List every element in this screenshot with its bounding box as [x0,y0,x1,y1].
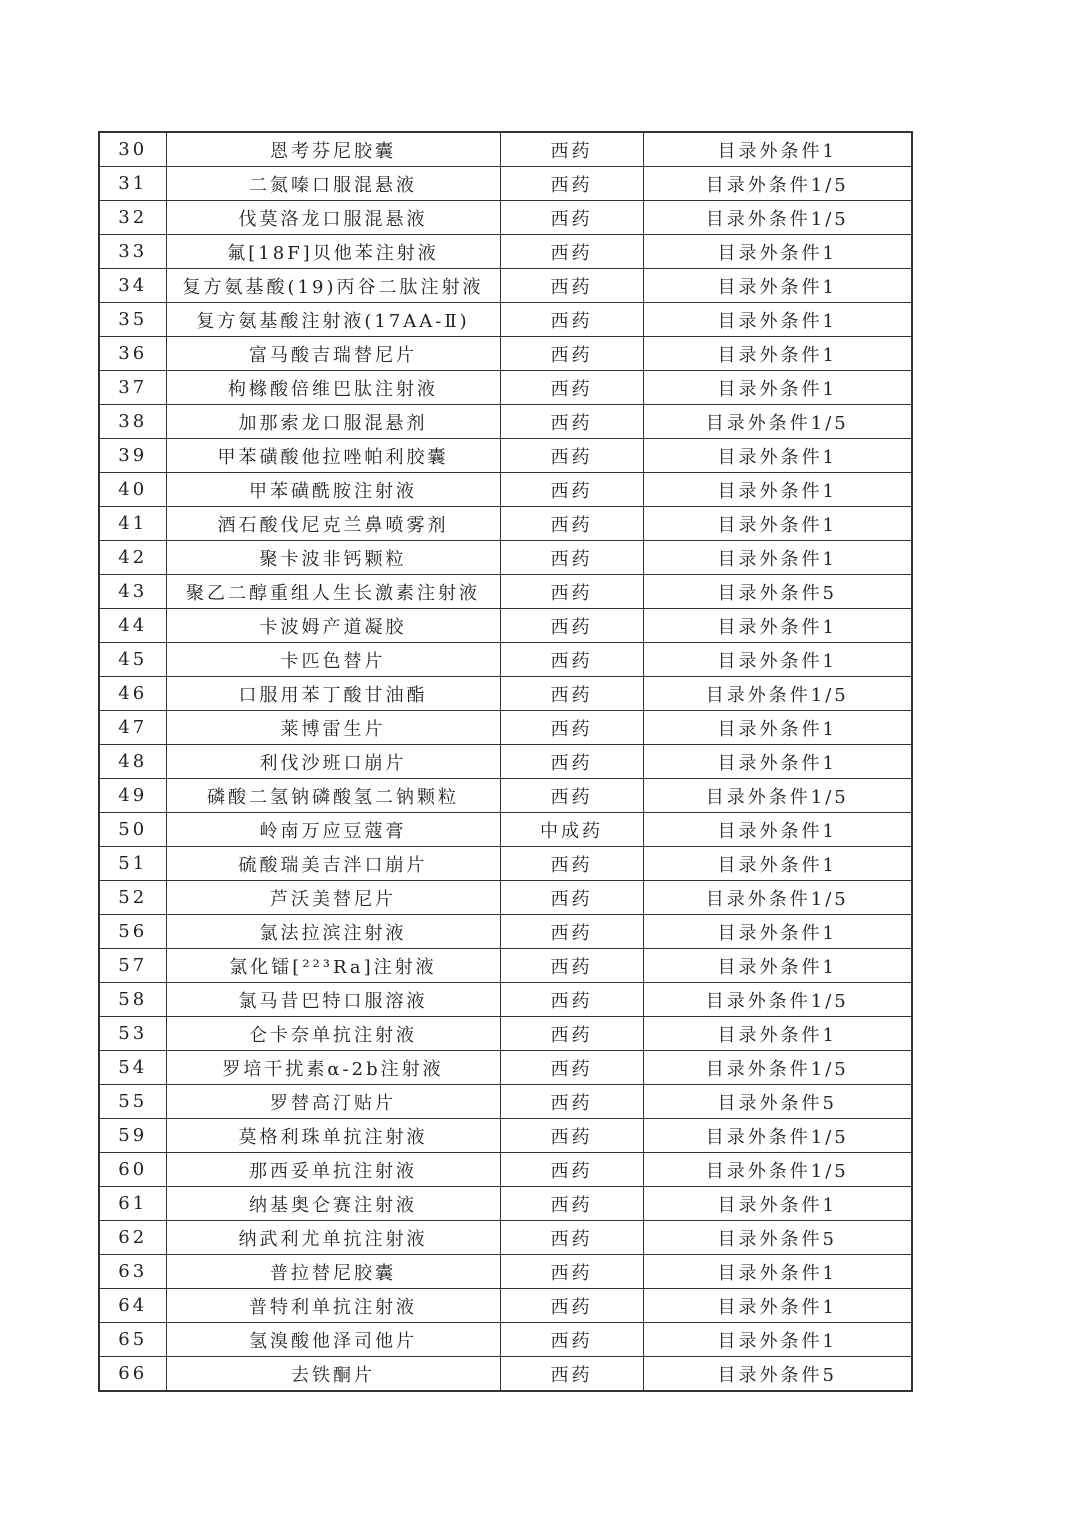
condition-cell: 目录外条件1 [643,1017,912,1051]
drug-type-cell: 西药 [500,1051,643,1085]
drug-name-cell: 枸橼酸倍维巴肽注射液 [166,371,500,405]
row-number-cell: 44 [99,609,166,643]
row-number-cell: 45 [99,643,166,677]
condition-cell: 目录外条件1 [643,1255,912,1289]
row-number-cell: 40 [99,473,166,507]
drug-name-cell: 口服用苯丁酸甘油酯 [166,677,500,711]
drug-type-cell: 西药 [500,1017,643,1051]
drug-type-cell: 西药 [500,575,643,609]
row-number-cell: 41 [99,507,166,541]
drug-name-cell: 卡波姆产道凝胶 [166,609,500,643]
drug-type-cell: 西药 [500,541,643,575]
condition-cell: 目录外条件1/5 [643,201,912,235]
drug-name-cell: 二氮嗪口服混悬液 [166,167,500,201]
table-row [99,541,912,575]
condition-cell: 目录外条件1 [643,915,912,949]
drug-name-cell: 聚卡波非钙颗粒 [166,541,500,575]
drug-name-cell: 纳基奥仑赛注射液 [166,1187,500,1221]
drug-type-cell: 西药 [500,1153,643,1187]
table-row [99,1085,912,1119]
condition-cell: 目录外条件1 [643,949,912,983]
drug-type-cell: 西药 [500,132,643,167]
drug-name-cell: 复方氨基酸(19)丙谷二肽注射液 [166,269,500,303]
condition-cell: 目录外条件1 [643,1187,912,1221]
drug-name-cell: 岭南万应豆蔻膏 [166,813,500,847]
row-number-cell: 61 [99,1187,166,1221]
drug-name-cell: 罗替高汀贴片 [166,1085,500,1119]
row-number-cell: 55 [99,1085,166,1119]
row-number-cell: 51 [99,847,166,881]
drug-type-cell: 西药 [500,779,643,813]
row-number-cell: 43 [99,575,166,609]
row-number-cell: 50 [99,813,166,847]
row-number-cell: 34 [99,269,166,303]
table-row [99,847,912,881]
table-row [99,677,912,711]
table-row [99,983,912,1017]
condition-cell: 目录外条件5 [643,1221,912,1255]
drug-type-cell: 西药 [500,1119,643,1153]
table-body [99,132,912,1391]
condition-cell: 目录外条件1 [643,745,912,779]
table-row [99,1187,912,1221]
drug-name-cell: 甲苯磺酸他拉唑帕利胶囊 [166,439,500,473]
table-row [99,1357,912,1392]
row-number-cell: 42 [99,541,166,575]
table-row [99,337,912,371]
drug-name-cell: 氯化镭[²²³Ra]注射液 [166,949,500,983]
row-number-cell: 49 [99,779,166,813]
table-row [99,779,912,813]
drug-type-cell: 西药 [500,983,643,1017]
row-number-cell: 64 [99,1289,166,1323]
table-row [99,439,912,473]
drug-type-cell: 西药 [500,643,643,677]
condition-cell: 目录外条件1 [643,303,912,337]
condition-cell: 目录外条件1/5 [643,779,912,813]
drug-name-cell: 恩考芬尼胶囊 [166,132,500,167]
condition-cell: 目录外条件1 [643,337,912,371]
drug-name-cell: 普特利单抗注射液 [166,1289,500,1323]
table-row [99,473,912,507]
drug-type-cell: 中成药 [500,813,643,847]
condition-cell: 目录外条件1/5 [643,1153,912,1187]
drug-type-cell: 西药 [500,269,643,303]
row-number-cell: 62 [99,1221,166,1255]
condition-cell: 目录外条件1 [643,507,912,541]
condition-cell: 目录外条件1 [643,473,912,507]
table-row [99,745,912,779]
row-number-cell: 32 [99,201,166,235]
drug-name-cell: 氟[18F]贝他苯注射液 [166,235,500,269]
drug-name-cell: 氯马昔巴特口服溶液 [166,983,500,1017]
drug-type-cell: 西药 [500,235,643,269]
table-row [99,711,912,745]
drug-type-cell: 西药 [500,1357,643,1392]
drug-type-cell: 西药 [500,1289,643,1323]
condition-cell: 目录外条件1 [643,1289,912,1323]
drug-type-cell: 西药 [500,915,643,949]
condition-cell: 目录外条件1 [643,609,912,643]
table-row [99,371,912,405]
row-number-cell: 39 [99,439,166,473]
drug-type-cell: 西药 [500,371,643,405]
drug-name-cell: 去铁酮片 [166,1357,500,1392]
table-row [99,609,912,643]
drug-name-cell: 莫格利珠单抗注射液 [166,1119,500,1153]
condition-cell: 目录外条件1 [643,439,912,473]
condition-cell: 目录外条件1/5 [643,167,912,201]
row-number-cell: 47 [99,711,166,745]
table-row [99,1119,912,1153]
row-number-cell: 38 [99,405,166,439]
row-number-cell: 59 [99,1119,166,1153]
drug-name-cell: 硫酸瑞美吉泮口崩片 [166,847,500,881]
row-number-cell: 52 [99,881,166,915]
drug-type-cell: 西药 [500,473,643,507]
condition-cell: 目录外条件1/5 [643,1051,912,1085]
drug-type-cell: 西药 [500,847,643,881]
drug-type-cell: 西药 [500,167,643,201]
drug-type-cell: 西药 [500,405,643,439]
drug-type-cell: 西药 [500,1323,643,1357]
drug-name-cell: 氯法拉滨注射液 [166,915,500,949]
condition-cell: 目录外条件1 [643,235,912,269]
row-number-cell: 57 [99,949,166,983]
drug-type-cell: 西药 [500,1085,643,1119]
drug-name-cell: 卡匹色替片 [166,643,500,677]
drug-type-cell: 西药 [500,677,643,711]
condition-cell: 目录外条件1/5 [643,1119,912,1153]
drug-name-cell: 利伐沙班口崩片 [166,745,500,779]
table-row [99,269,912,303]
row-number-cell: 60 [99,1153,166,1187]
condition-cell: 目录外条件5 [643,1357,912,1392]
row-number-cell: 36 [99,337,166,371]
condition-cell: 目录外条件1/5 [643,983,912,1017]
drug-name-cell: 加那索龙口服混悬剂 [166,405,500,439]
drug-type-cell: 西药 [500,1255,643,1289]
table-row [99,1255,912,1289]
drug-name-cell: 磷酸二氢钠磷酸氢二钠颗粒 [166,779,500,813]
condition-cell: 目录外条件5 [643,575,912,609]
drug-table [98,131,913,1392]
row-number-cell: 37 [99,371,166,405]
drug-type-cell: 西药 [500,881,643,915]
table-row [99,235,912,269]
row-number-cell: 30 [99,132,166,167]
drug-name-cell: 伐莫洛龙口服混悬液 [166,201,500,235]
condition-cell: 目录外条件1/5 [643,405,912,439]
drug-name-cell: 复方氨基酸注射液(17AA-Ⅱ) [166,303,500,337]
drug-name-cell: 芦沃美替尼片 [166,881,500,915]
drug-name-cell: 那西妥单抗注射液 [166,1153,500,1187]
table-row [99,1051,912,1085]
drug-type-cell: 西药 [500,949,643,983]
table-row [99,915,912,949]
condition-cell: 目录外条件1 [643,847,912,881]
condition-cell: 目录外条件1/5 [643,881,912,915]
drug-type-cell: 西药 [500,1187,643,1221]
row-number-cell: 33 [99,235,166,269]
row-number-cell: 53 [99,1017,166,1051]
table-row [99,1017,912,1051]
drug-type-cell: 西药 [500,745,643,779]
condition-cell: 目录外条件1 [643,643,912,677]
drug-name-cell: 普拉替尼胶囊 [166,1255,500,1289]
drug-name-cell: 氢溴酸他泽司他片 [166,1323,500,1357]
drug-name-cell: 莱博雷生片 [166,711,500,745]
condition-cell: 目录外条件1 [643,813,912,847]
table-row [99,1289,912,1323]
row-number-cell: 58 [99,983,166,1017]
condition-cell: 目录外条件1 [643,132,912,167]
condition-cell: 目录外条件1 [643,371,912,405]
condition-cell: 目录外条件1 [643,1323,912,1357]
table-row [99,303,912,337]
table-row [99,405,912,439]
row-number-cell: 63 [99,1255,166,1289]
table-row [99,201,912,235]
drug-name-cell: 罗培干扰素α-2b注射液 [166,1051,500,1085]
table-row [99,1221,912,1255]
table-row [99,643,912,677]
table-row [99,132,912,167]
row-number-cell: 54 [99,1051,166,1085]
row-number-cell: 46 [99,677,166,711]
drug-type-cell: 西药 [500,711,643,745]
drug-type-cell: 西药 [500,439,643,473]
condition-cell: 目录外条件5 [643,1085,912,1119]
condition-cell: 目录外条件1 [643,541,912,575]
drug-name-cell: 聚乙二醇重组人生长激素注射液 [166,575,500,609]
table-row [99,507,912,541]
table-row [99,813,912,847]
drug-type-cell: 西药 [500,337,643,371]
row-number-cell: 66 [99,1357,166,1392]
condition-cell: 目录外条件1/5 [643,677,912,711]
table-row [99,1153,912,1187]
table-row [99,167,912,201]
condition-cell: 目录外条件1 [643,711,912,745]
drug-type-cell: 西药 [500,201,643,235]
row-number-cell: 31 [99,167,166,201]
drug-type-cell: 西药 [500,1221,643,1255]
row-number-cell: 65 [99,1323,166,1357]
table-row [99,949,912,983]
table-row [99,1323,912,1357]
table-row [99,575,912,609]
drug-name-cell: 仑卡奈单抗注射液 [166,1017,500,1051]
drug-name-cell: 酒石酸伐尼克兰鼻喷雾剂 [166,507,500,541]
drug-name-cell: 甲苯磺酰胺注射液 [166,473,500,507]
drug-type-cell: 西药 [500,303,643,337]
table-row [99,881,912,915]
row-number-cell: 48 [99,745,166,779]
row-number-cell: 35 [99,303,166,337]
row-number-cell: 56 [99,915,166,949]
drug-name-cell: 纳武利尤单抗注射液 [166,1221,500,1255]
drug-type-cell: 西药 [500,609,643,643]
drug-type-cell: 西药 [500,507,643,541]
condition-cell: 目录外条件1 [643,269,912,303]
drug-name-cell: 富马酸吉瑞替尼片 [166,337,500,371]
